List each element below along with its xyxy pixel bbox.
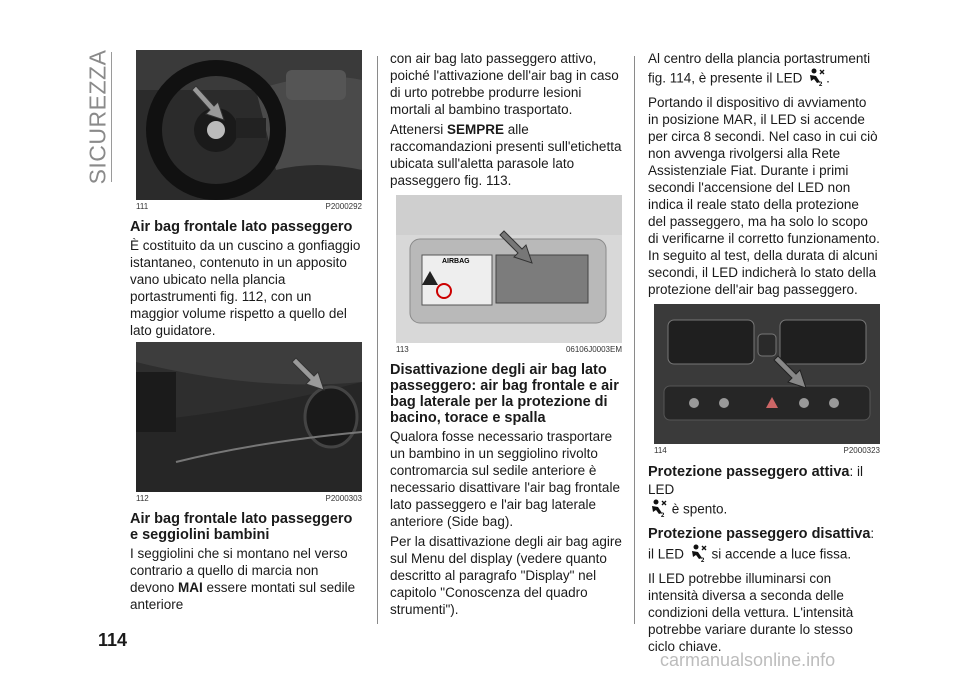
column-2 <box>390 50 622 621</box>
figure-number: 114 <box>654 446 667 455</box>
heading-frontal-airbag: Air bag frontale lato passeggero <box>130 219 353 235</box>
center-console-photo <box>654 304 880 444</box>
section-divider <box>111 52 112 182</box>
paragraph-protection-active: Protezione passeggero attiva: il LED 2 è spento. <box>648 463 880 522</box>
figure-number: 113 <box>396 345 409 354</box>
column-divider <box>377 56 378 624</box>
figure-code: P2000292 <box>325 202 362 211</box>
svg-text:2: 2 <box>661 513 665 518</box>
paragraph-led-location: Al centro della plancia portastrumenti fig. 114, è presente il LED 2 . <box>648 50 880 91</box>
paragraph-led-behaviour: Portando il dispositivo di avviamento in posizione MAR, il LED si accende per circa 8 secondi. Nel caso in cui ciò non avvenga rivolgersi alla Rete Assistenziale Fiat. Durante i primi secondi l'accensione del LED non indica il reale stato della protezione del passeggero, ma ha solo lo scopo di verificarne il corretto funzionamento. In seguito al test, della durata di alcuni secondi, il LED indicherà lo stato della protezione dell'air bag passeggero. <box>648 95 880 297</box>
section-title: SICUREZZA <box>84 49 111 185</box>
airbag-off-led-icon <box>648 498 668 522</box>
footer-watermark: carmanualsonline.info <box>660 650 836 670</box>
column-1 <box>130 50 362 616</box>
figure-111 <box>136 50 368 211</box>
paragraph-continued: con air bag lato passeggero attivo, poiché l'attivazione dell'air bag in caso di urto potrebbe produrre lesioni mortali al bambino trasportato. <box>390 51 619 117</box>
figure-code: 06106J0003EM <box>565 345 622 354</box>
figure-114 <box>654 304 886 455</box>
figure-113 <box>396 195 628 354</box>
paragraph-deactivation: Qualora fosse necessario trasportare un bambino in un seggiolino rivolto contromarcia sul sedile anteriore è necessario disattivare l'air bag frontale lato passeggero e l'air bag laterale anteriore (Side bag). <box>390 429 620 529</box>
figure-112 <box>136 342 368 503</box>
heading-child-seats: Air bag frontale lato passeggero e seggiolini bambini <box>130 511 353 543</box>
paragraph-sempre: Attenersi SEMPRE alle raccomandazioni presenti sull'etichetta ubicata sull'aletta parasole lato passeggero fig. 113. <box>390 122 622 188</box>
figure-code: P2000303 <box>325 494 362 503</box>
sun-visor-photo <box>396 195 622 343</box>
figure-code: P2000323 <box>843 446 880 455</box>
steering-wheel-photo <box>136 50 362 200</box>
airbag-off-led-icon <box>806 67 826 91</box>
svg-text:2: 2 <box>819 82 823 87</box>
airbag-off-led-icon <box>688 543 708 567</box>
paragraph-display-menu: Per la disattivazione degli air bag agire sul Menu del display (vedere quanto descritto al paragrafo "Display" nel capitolo "Conoscenza del quadro strumenti"). <box>390 534 622 617</box>
dashboard-photo <box>136 342 362 492</box>
page-number: 114 <box>98 630 128 650</box>
paragraph-frontal-airbag: È costituito da un cuscino a gonfiaggio istantaneo, contenuto in un apposito vano ubicato nella plancia portastrumenti fig. 112, con un maggior volume rispetto a quello del lato guidatore. <box>130 238 361 338</box>
column-3 <box>648 50 880 658</box>
heading-deactivation: Disattivazione degli air bag lato passeggero: air bag frontale e air bag laterale per la protezione di bacino, torace e spalla <box>390 362 619 426</box>
paragraph-protection-inactive: Protezione passeggero disattiva: il LED 2 si accende a luce fissa. <box>648 525 880 567</box>
figure-number: 112 <box>136 494 149 503</box>
airbag-label-text: AIRBAG <box>442 258 470 265</box>
svg-text:2: 2 <box>700 558 705 563</box>
paragraph-child-seats: I seggiolini che si montano nel verso contrario a quello di marcia non devono MAI essere montati sul sedile anteriore <box>130 546 356 612</box>
figure-number: 111 <box>136 202 149 211</box>
column-divider <box>634 56 635 624</box>
paragraph-led-intensity: Il LED potrebbe illuminarsi con intensità diversa a seconda delle condizioni della vettura. L'intensità potrebbe variare durante lo stesso ciclo chiave. <box>648 571 854 654</box>
